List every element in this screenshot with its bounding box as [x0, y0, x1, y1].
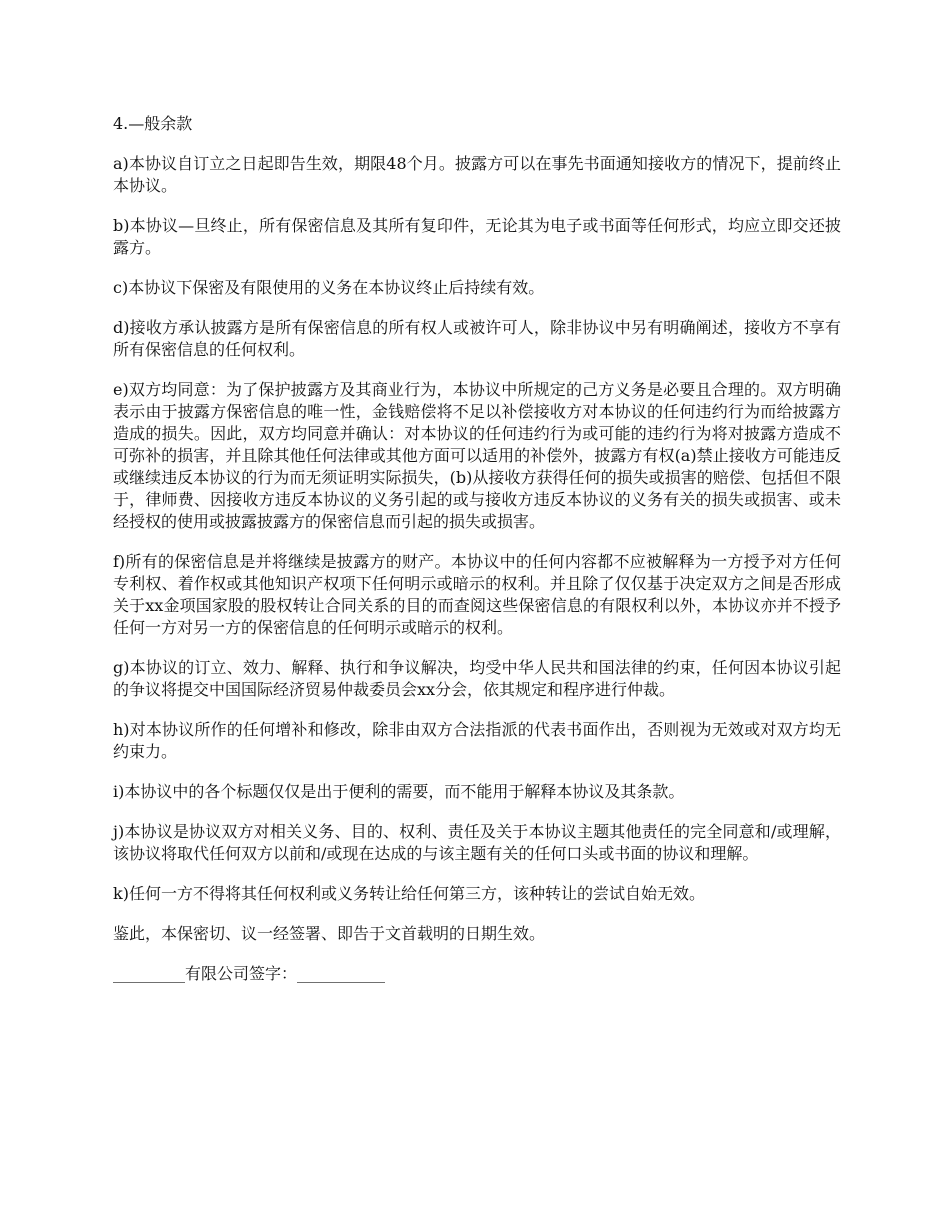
clause-g: g)本协议的订立、效力、解释、执行和争议解决，均受中华人民共和国法律的约束，任何因本协议引起的争议将提交中国国际经济贸易仲裁委员会xx分会，依其规定和程序进行仲裁。 — [113, 658, 841, 699]
clause-i: i)本协议中的各个标题仅仅是出于便利的需要，而不能用于解释本协议及其条款。 — [113, 782, 685, 801]
signature-line: _________有限公司签字：___________ — [113, 964, 386, 983]
clause-e: e)双方均同意：为了保护披露方及其商业行为，本协议中所规定的己方义务是必要且合理的。双方明确表示由于披露方保密信息的唯一性，金钱赔偿将不足以补偿接收方对本协议的任何违约行为而给披露方造成的损失。因此，双方均同意并确认：对本协议的任何违约行为或可能的违约行为将对披露方造成不可弥补的损害，并且除其他任何法律或其他方面可以适用的补偿外，披露方有权(a)禁止接收方可能违反或继续违反本协议的行为而无须证明实际损失，(b)从接收方获得任何的损失或损害的赔偿、包括但不限于，律师费、因接收方违反本协议的义务引起的或与接收方违反本协议的义务有关的损失或损害、或未经授权的使用或披露披露方的保密信息而引起的损失或损害。 — [113, 380, 841, 531]
clause-k: k)任何一方不得将其任何权利或义务转让给任何第三方，该种转让的尝试自始无效。 — [113, 884, 705, 903]
clause-j: j)本协议是协议双方对相关义务、目的、权利、责任及关于本协议主题其他责任的完全同意和/或理解，该协议将取代任何双方以前和/或现在达成的与该主题有关的任何口头或书面的协议和理解。 — [113, 822, 841, 863]
closing-statement: 鉴此，本保密切、议一经签署、即告于文首载明的日期生效。 — [113, 924, 546, 943]
clause-b: b)本协议—旦终止，所有保密信息及其所有复印件，无论其为电子或书面等任何形式，均应立即交还披露方。 — [113, 216, 841, 257]
clause-h: h)对本协议所作的任何增补和修改，除非由双方合法指派的代表书面作出，否则视为无效或对双方均无约束力。 — [113, 720, 841, 761]
clause-d: d)接收方承认披露方是所有保密信息的所有权人或被许可人，除非协议中另有明确阐述，接收方不享有所有保密信息的任何权利。 — [113, 318, 841, 359]
clause-a: a)本协议自订立之日起即告生效，期限48个月。披露方可以在事先书面通知接收方的情况下，提前终止本协议。 — [113, 154, 841, 195]
section-heading: 4.—般余款 — [113, 114, 193, 133]
document-page — [113, 113, 841, 985]
clause-f: f)所有的保密信息是并将继续是披露方的财产。本协议中的任何内容都不应被解释为一方授予对方任何专利权、着作权或其他知识产权项下任何明示或暗示的权利。并且除了仅仅基于决定双方之间是否形成关于xx金项国家股的股权转让合同关系的目的而查阅这些保密信息的有限权利以外，本协议亦并不授予任何一方对另一方的保密信息的任何明示或暗示的权利。 — [113, 552, 841, 637]
clause-c: c)本协议下保密及有限使用的义务在本协议终止后持续有效。 — [113, 278, 545, 297]
